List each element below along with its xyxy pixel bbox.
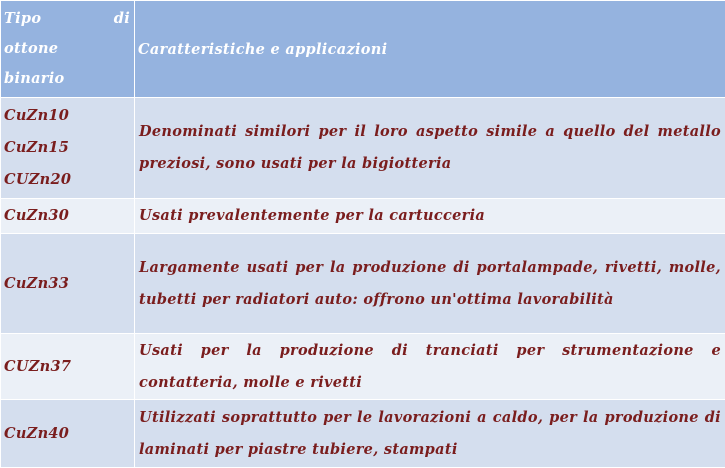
table-row [1,98,725,199]
alloy-cell [1,98,135,199]
header-tipo: Tipo [4,10,42,27]
alloy-cell: CuZn40 [1,400,135,468]
description-cell: Usati prevalentemente per la cartucceria [135,199,725,234]
description-cell: Usati per la produzione di tranciati per strumentazione e contatteria, molle e rivetti [135,334,725,400]
header-characteristics: Caratteristiche e applicazioni [135,1,725,98]
header-binario: binario [4,70,65,87]
alloy-name: CuZn10 [4,107,70,124]
table-row [1,199,725,234]
header-alloy-type [1,1,135,98]
alloy-cell: CuZn30 [1,199,135,234]
header-di: di [113,10,130,27]
alloy-cell: CuZn33 [1,234,135,334]
description-cell: Denominati similori per il loro aspetto simile a quello del metallo preziosi, sono usati per la bigiotteria [135,98,725,199]
description-cell: Largamente usati per la produzione di portalampade, rivetti, molle, tubetti per radiatori auto: offrono un'ottima lavorabilità [135,234,725,334]
table-row [1,234,725,334]
header-ottone: ottone [4,40,59,57]
description-cell: Utilizzati soprattutto per le lavorazioni a caldo, per la produzione di laminati per piastre tubiere, stampati [135,400,725,468]
alloy-cell: CUZn37 [1,334,135,400]
table-row [1,334,725,400]
alloy-name: CUZn20 [4,171,72,188]
alloy-name: CuZn15 [4,139,70,156]
table-header-row [1,1,725,98]
table-row [1,400,725,468]
